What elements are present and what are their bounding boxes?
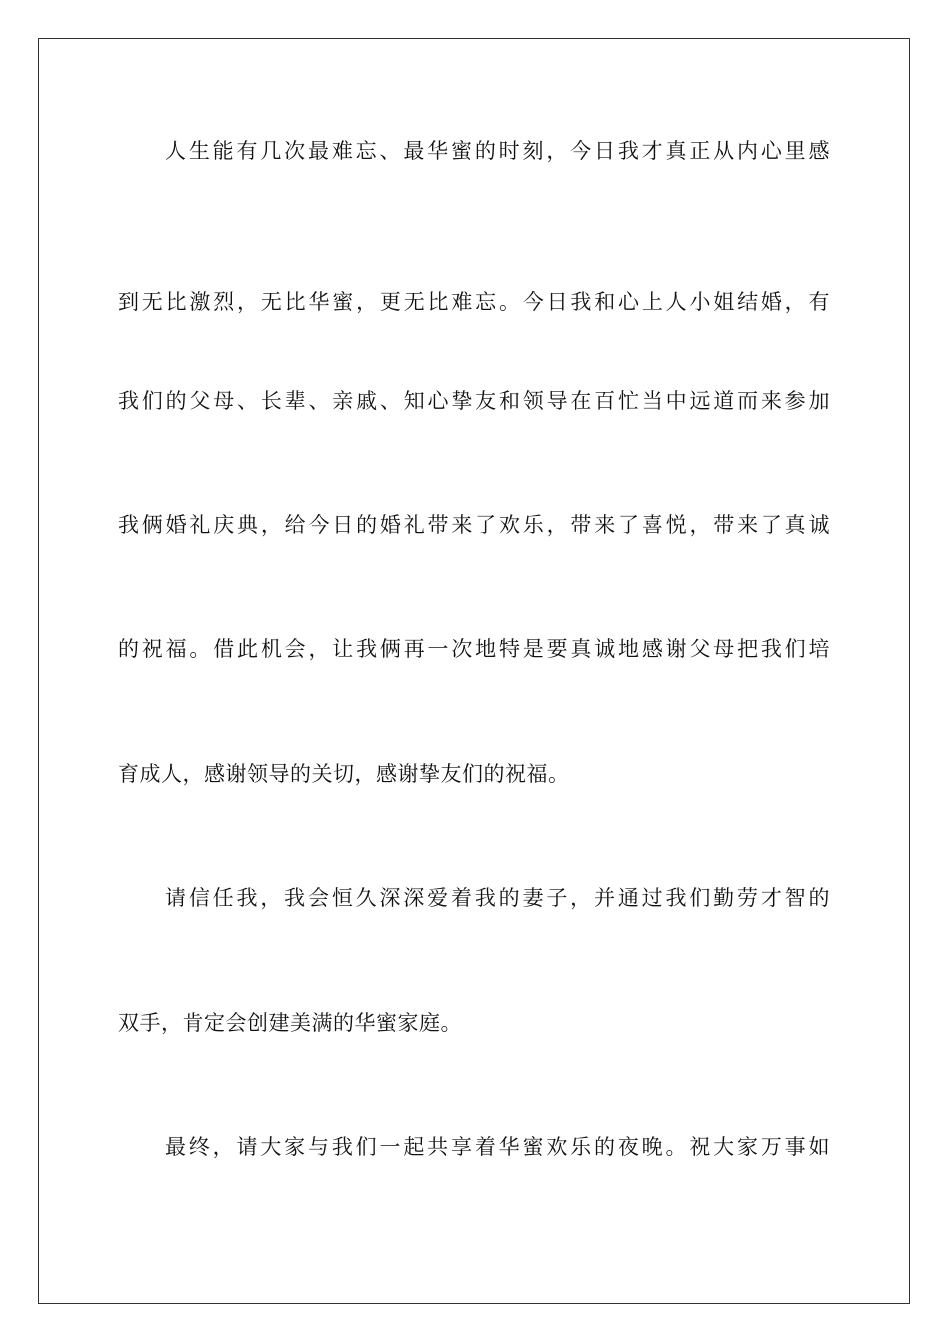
paragraph-2-line-2: 双手，肯定会创建美满的华蜜家庭。 (118, 1011, 462, 1035)
paragraph-2-line-1: 请信任我，我会恒久深深爱着我的妻子，并通过我们勤劳才智的 (165, 886, 830, 910)
paragraph-1-line-1: 人生能有几次最难忘、最华蜜的时刻，今日我才真正从内心里感 (165, 139, 830, 163)
paragraph-1-line-3: 我们的父母、长辈、亲戚、知心挚友和领导在百忙当中远道而来参加 (118, 389, 830, 413)
paragraph-3-line-1: 最终，请大家与我们一起共享着华蜜欢乐的夜晚。祝大家万事如 (165, 1135, 830, 1159)
page-border (38, 38, 910, 1304)
paragraph-1-line-5: 的祝福。借此机会，让我俩再一次地特是要真诚地感谢父母把我们培 (118, 637, 830, 661)
paragraph-1-line-6: 育成人，感谢领导的关切，感谢挚友们的祝福。 (118, 762, 570, 786)
paragraph-1-line-2: 到无比激烈，无比华蜜，更无比难忘。今日我和心上人小姐结婚，有 (118, 290, 830, 314)
paragraph-1-line-4: 我俩婚礼庆典，给今日的婚礼带来了欢乐，带来了喜悦，带来了真诚 (118, 513, 830, 537)
